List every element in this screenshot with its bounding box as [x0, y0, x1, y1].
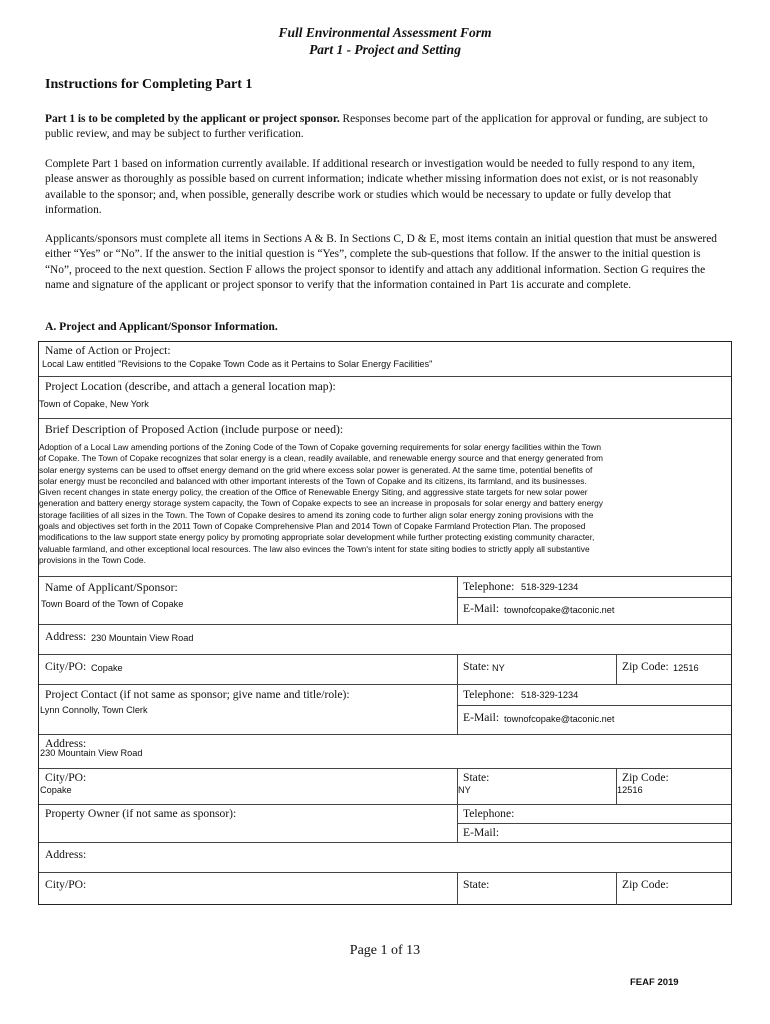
contact-label: Project Contact (if not same as sponsor; give name and title/role):	[45, 688, 350, 701]
instructions-paragraph-2: Complete Part 1 based on information currently available. If additional research or investigation would be needed to fully respond to any item, please answer as thoroughly as possible based on current information; indicate whether missing information does not exist, or is not reasonably available to the sponsor; and, when possible, generally describe work or studies which would be necessary to update or fully develop that information.	[45, 158, 699, 217]
owner-row	[39, 804, 731, 843]
owner-telephone-label: Telephone:	[463, 807, 515, 820]
contact-state-field[interactable]: NY	[458, 785, 471, 795]
contact-city-row	[39, 768, 731, 805]
instructions-paragraph-1-bold: Part 1 is to be completed by the applicant or project sponsor.	[45, 113, 340, 125]
column-divider	[457, 805, 458, 843]
instructions-heading: Instructions for Completing Part 1	[45, 77, 253, 92]
description-line: goals and objectives set forth in the 2011 Town of Copake Comprehensive Plan and 2014 Town of Copake Farmland Protection Plan. The proposed	[39, 521, 586, 532]
instructions-paragraph-3: Applicants/sponsors must complete all items in Sections A & B. In Sections C, D & E, most items contain an initial question that must be answered either “Yes” or “No”. If the answer to the initial question is “Yes”, complete the sub-questions that follow. If the answer to the initial question is “No”, proceed to the next question. Section F allows the project sponsor to identify and attach any additional information. Section G requires the name and signature of the applicant or project sponsor to verify that the information contained in Part 1is accurate and complete.	[45, 233, 717, 292]
column-divider	[457, 655, 458, 685]
address-label: Address:	[45, 630, 87, 643]
owner-address-row	[39, 842, 731, 873]
description-line: provisions in the Town Code.	[39, 554, 146, 565]
contact-email-field[interactable]: townofcopake@taconic.net	[504, 714, 615, 724]
page-number: Page 1 of 13	[349, 943, 421, 958]
state-label: State:	[463, 660, 490, 673]
form-id: FEAF 2019	[630, 977, 679, 988]
cell-divider	[457, 597, 731, 598]
owner-state-label: State:	[463, 878, 490, 891]
project-information-form	[38, 341, 732, 905]
description-line: generation and battery energy storage system capacity, the Town of Copake expects to see an increase in proposals for solar energy and battery energy	[39, 498, 603, 509]
contact-address-row	[39, 734, 731, 769]
section-a-title: A. Project and Applicant/Sponsor Information.	[45, 320, 278, 333]
state-field[interactable]: NY	[492, 663, 505, 673]
zip-field[interactable]: 12516	[673, 663, 699, 673]
owner-address-label: Address:	[45, 848, 87, 861]
city-field[interactable]: Copake	[91, 663, 123, 673]
description-line: modifications to the law support state energy policy by promoting appropriate solar development while further protecting existing community character,	[39, 532, 595, 543]
location-row	[39, 376, 731, 419]
cell-divider	[457, 705, 731, 706]
action-name-field[interactable]: Local Law entitled "Revisions to the Copake Town Code as it Pertains to Solar Energy Facilities"	[42, 359, 433, 369]
column-divider	[616, 655, 617, 685]
applicant-row	[39, 576, 731, 625]
applicant-label: Name of Applicant/Sponsor:	[45, 581, 178, 594]
email-label: E-Mail:	[463, 602, 500, 615]
zip-label: Zip Code:	[622, 660, 669, 673]
address-field[interactable]: 230 Mountain View Road	[91, 633, 194, 643]
telephone-label: Telephone:	[463, 580, 515, 593]
description-line: Given recent changes in state energy policy, the creation of the Office of Renewable Energy Siting, and aggressive state targets for new solar power	[39, 487, 588, 498]
instructions-paragraph-1-rest: Responses become part of the application for approval or funding, are subject to public review, and may be subject to further verification.	[45, 113, 708, 141]
city-label: City/PO:	[45, 660, 87, 673]
description-field[interactable]	[39, 442, 729, 566]
description-label: Brief Description of Proposed Action (include purpose or need):	[45, 423, 344, 436]
contact-state-label: State:	[463, 771, 490, 784]
column-divider	[457, 685, 458, 735]
description-line: storage facilities of all sizes in the Town. The Town of Copake desires to amend its zoning code to further align solar energy zoning provisions with the	[39, 509, 594, 520]
contact-row	[39, 684, 731, 735]
description-line: solar energy must be reconciled and balanced with other important interests of the Town of Copake and its citizens, its farmland, and its businesses.	[39, 475, 587, 486]
description-line: Adoption of a Local Law amending portions of the Zoning Code of the Town of Copake governing requirements for solar energy facilities within the Town	[39, 442, 602, 452]
city-row	[39, 654, 731, 685]
description-row	[39, 418, 731, 577]
owner-email-label: E-Mail:	[463, 826, 500, 839]
contact-field[interactable]: Lynn Connolly, Town Clerk	[40, 705, 148, 715]
cell-divider	[457, 823, 731, 824]
applicant-field[interactable]: Town Board of the Town of Copake	[41, 599, 184, 609]
instructions-paragraph-1	[45, 112, 723, 143]
form-subtitle: Part 1 - Project and Setting	[309, 42, 461, 57]
column-divider	[616, 873, 617, 905]
contact-telephone-field[interactable]: 518-329-1234	[521, 690, 579, 700]
contact-city-field[interactable]: Copake	[40, 785, 72, 795]
form-title: Full Environmental Assessment Form	[278, 25, 492, 40]
owner-city-label: City/PO:	[45, 878, 87, 891]
column-divider	[457, 873, 458, 905]
description-line: valuable farmland, and other exceptional local resources. The law also evinces the Town's intent for state siting bodies to strictly apply all substantive	[39, 543, 590, 554]
email-field[interactable]: townofcopake@taconic.net	[504, 605, 615, 615]
telephone-field[interactable]: 518-329-1234	[521, 582, 579, 592]
contact-address-field[interactable]: 230 Mountain View Road	[40, 748, 143, 758]
owner-zip-label: Zip Code:	[622, 878, 669, 891]
address-row	[39, 624, 731, 655]
action-name-row	[39, 342, 731, 376]
contact-zip-label: Zip Code:	[622, 771, 669, 784]
contact-address-label: Address:	[45, 737, 87, 750]
location-label: Project Location (describe, and attach a general location map):	[45, 380, 336, 393]
owner-label: Property Owner (if not same as sponsor):	[45, 807, 237, 820]
owner-city-row	[39, 872, 731, 905]
description-line: of Copake. The Town of Copake recognizes that solar energy is a clean, readily available, and renewable energy source and that energy generated from	[39, 453, 603, 464]
column-divider	[457, 577, 458, 625]
contact-telephone-label: Telephone:	[463, 688, 515, 701]
location-field[interactable]: Town of Copake, New York	[39, 399, 149, 409]
contact-zip-field[interactable]: 12516	[617, 785, 643, 795]
contact-city-label: City/PO:	[45, 771, 87, 784]
contact-email-label: E-Mail:	[463, 711, 500, 724]
description-line: solar energy systems can be used to offset energy demand on the grid where excess solar power is generated. At the same time, potential benefits of	[39, 464, 593, 475]
action-name-label: Name of Action or Project:	[45, 344, 171, 357]
